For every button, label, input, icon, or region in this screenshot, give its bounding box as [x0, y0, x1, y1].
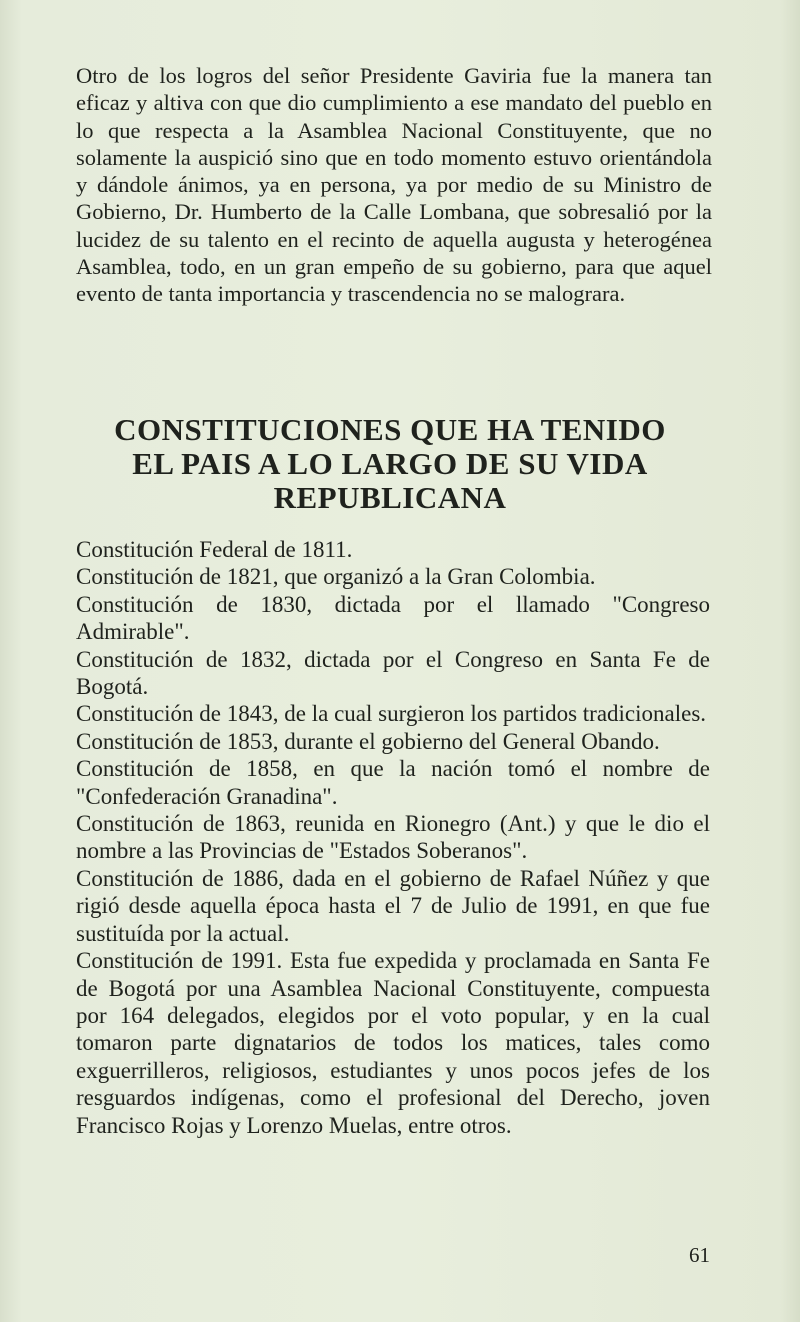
intro-paragraph: Otro de los logros del señor Presidente Gaviria fue la manera tan eficaz y altiva con que dio cumplimiento a ese mandato del pueblo en lo que respecta a la Asamblea Nacional Constituyente, que no solamente la auspició sino que en todo momento estuvo orientándola y dándole ánimos, ya en persona, ya por medio de su Ministro de Gobierno, Dr. Humberto de la Calle Lombana, que sobresalió por la lucidez de su talento en el recinto de aquella augusta y heterogénea Asamblea, todo, en un gran empeño de su gobierno, para que aquel evento de tanta importancia y trascendencia no se malograra. — [76, 63, 712, 307]
page-number: 61 — [689, 1243, 710, 1267]
constitution-1830: Constitución de 1830, dictada por el llamado "Congreso Admirable". — [76, 591, 710, 645]
constitution-1821: Constitución de 1821, que organizó a la Gran Colombia. — [76, 564, 596, 590]
constitution-1886: Constitución de 1886, dada en el gobierno de Rafael Núñez y que rigió desde aquella época hasta el 7 de Julio de 1991, en que fue sustituída por la actual. — [76, 865, 710, 946]
constitution-1832: Constitución de 1832, dictada por el Congreso en Santa Fe de Bogotá. — [76, 646, 710, 700]
constitution-1863: Constitución de 1863, reunida en Rionegro (Ant.) y que le dio el nombre a las Provincias de "Estados Soberanos". — [76, 811, 710, 864]
heading-line-2: EL PAIS A LO LARGO DE SU VIDA — [132, 446, 648, 481]
constitutions-list — [76, 536, 710, 1139]
constitution-1843: Constitución de 1843, de la cual surgieron los partidos tradicionales. — [76, 701, 707, 727]
constitution-1991: Constitución de 1991. Esta fue expedida y proclamada en Santa Fe de Bogotá por una Asamblea Nacional Constituyente, compuesta por 164 delegados, elegidos por el voto popular, y en la cual tomaron parte dignatarios de todos los matices, tales como exguerrilleros, religiosos, estudiantes y unos pocos jefes de los resguardos indígenas, como el profesional del Derecho, joven Francisco Rojas y Lorenzo Muelas, entre otros. — [76, 948, 710, 1138]
constitution-1853: Constitución de 1853, durante el gobierno del General Obando. — [76, 728, 660, 754]
constitution-1858: Constitución de 1858, en que la nación tomó el nombre de "Confederación Granadina". — [76, 756, 710, 809]
heading-line-3: REPUBLICANA — [273, 480, 507, 515]
constitution-1811: Constitución Federal de 1811. — [76, 537, 353, 562]
heading-line-1: CONSTITUCIONES QUE HA TENIDO — [114, 412, 666, 447]
section-heading — [80, 413, 700, 515]
